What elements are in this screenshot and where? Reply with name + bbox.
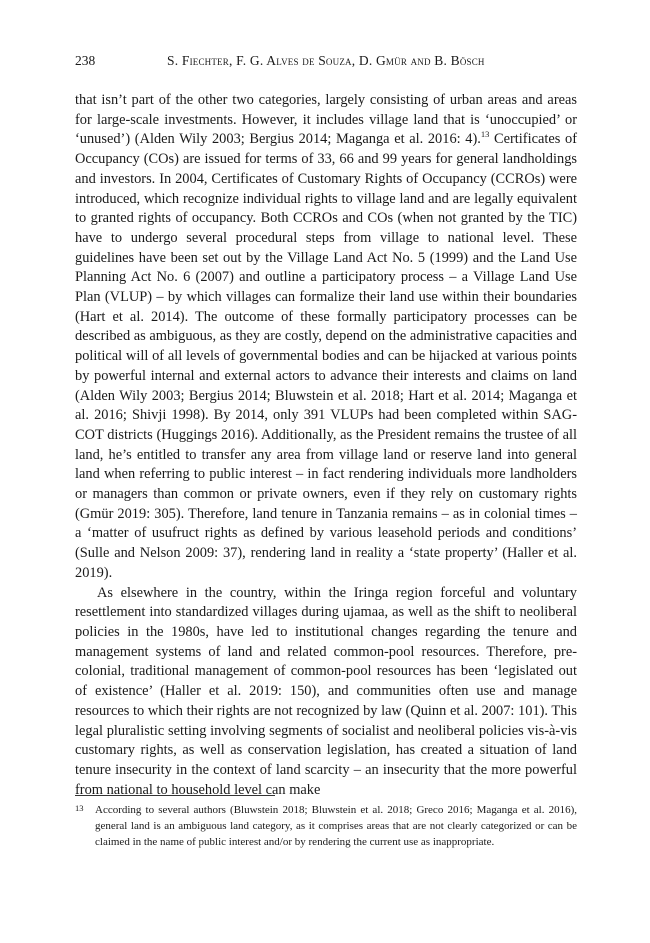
paragraph-1-part-1: that isn’t part of the other two categories, largely consisting of urban areas and areas for large-scale investments. However, it includes village land that is ‘unoccupied’ or ‘unused’) (Alden Wily 2003; Bergius 2014; Maganga et al. 2016: 4). [75, 92, 577, 148]
footnote-13 [75, 802, 577, 851]
paragraph-1-part-2: Certificates of Occupancy (COs) are issued for terms of 33, 66 and 99 years for general landholdings and investors. In 2004, Certificates of Customary Rights of Occupancy (CCROs) were introduced, which recognize individual rights to village land and are legally equivalent to granted rights of occupancy. Both CCROs and COs (when not granted by the TIC) have to undergo several procedural steps from village to national level. These guidelines have been set out by the Village Land Act No. 5 (1999) and the Land Use Planning Act No. 6 (2007) and outline a participatory process – a Village Land Use Plan (VLUP) – by which villages can formalize their land use within their boundaries (Hart et al. 2014). The outcome of these formally participatory processes can be described as ambiguous, as they are costly, depend on the administrative capacities and political will of all levels of governmental bodies and can be hijacked at various points by powerful internal and external actors to advance their interests and claims on land (Alden Wily 2003; Bergius 2014; Bluwstein et al. 2018; Hart et al. 2014; Maganga et al. 2016; Shivji 1998). By 2014, only 391 VLUPs had been completed within SAGCOT districts (Huggings 2016). Additionally, as the President remains the trustee of all land, he’s entitled to transfer any area from village land or reserve land into general land when referring to public interest – in fact rendering individuals more landholders or managers than common or private owners, even if they rely on customary rights (Gmür 2019: 305). Therefore, land tenure in Tanzania remains – as in colonial times – a ‘matter of usufruct rights as defined by various leasehold periods and conditions’ (Sulle and Nelson 2009: 37), rendering land in reality a ‘state property’ (Haller et al. 2019). [75, 131, 577, 581]
footnote-reference-13[interactable]: 13 [480, 129, 490, 140]
paragraph-1 [75, 91, 577, 584]
footnote-separator [75, 795, 275, 796]
page-number: 238 [75, 53, 96, 68]
main-text [75, 91, 577, 800]
running-head [75, 52, 577, 70]
footnote-number: 13 [75, 803, 84, 813]
paragraph-2: As elsewhere in the country, within the Iringa region forceful and voluntary resettlement into standardized villages during ujamaa, as well as the shift to neoliberal policies in the 1980s, have led to institutional changes regarding the tenure and management systems of land and related common-pool resources. Therefore, pre-colonial, traditional management of common-pool resources has been ‘legislated out of existence’ (Haller et al. 2019: 150), and communities often use and manage resources to which their rights are not recognized by law (Quinn et al. 2007: 101). This legal pluralistic setting involving segments of socialist and neoliberal policies vis-à-vis customary rights, as well as conservation legislation, has created a situation of land tenure insecurity in the context of land scarcity – an insecurity that the more powerful from national to household level can make [75, 584, 577, 798]
running-head-authors: S. Fiechter, F. G. Alves de Souza, D. Gmür and B. Bösch [167, 53, 485, 68]
footnote-text: According to several authors (Bluwstein 2018; Bluwstein et al. 2018; Greco 2016; Maganga et al. 2016), general land is an ambiguous land category, as it comprises areas that are not clearly categorized or can be claimed in the name of public interest and/or by rendering the current use as inappropriate. [95, 804, 577, 849]
